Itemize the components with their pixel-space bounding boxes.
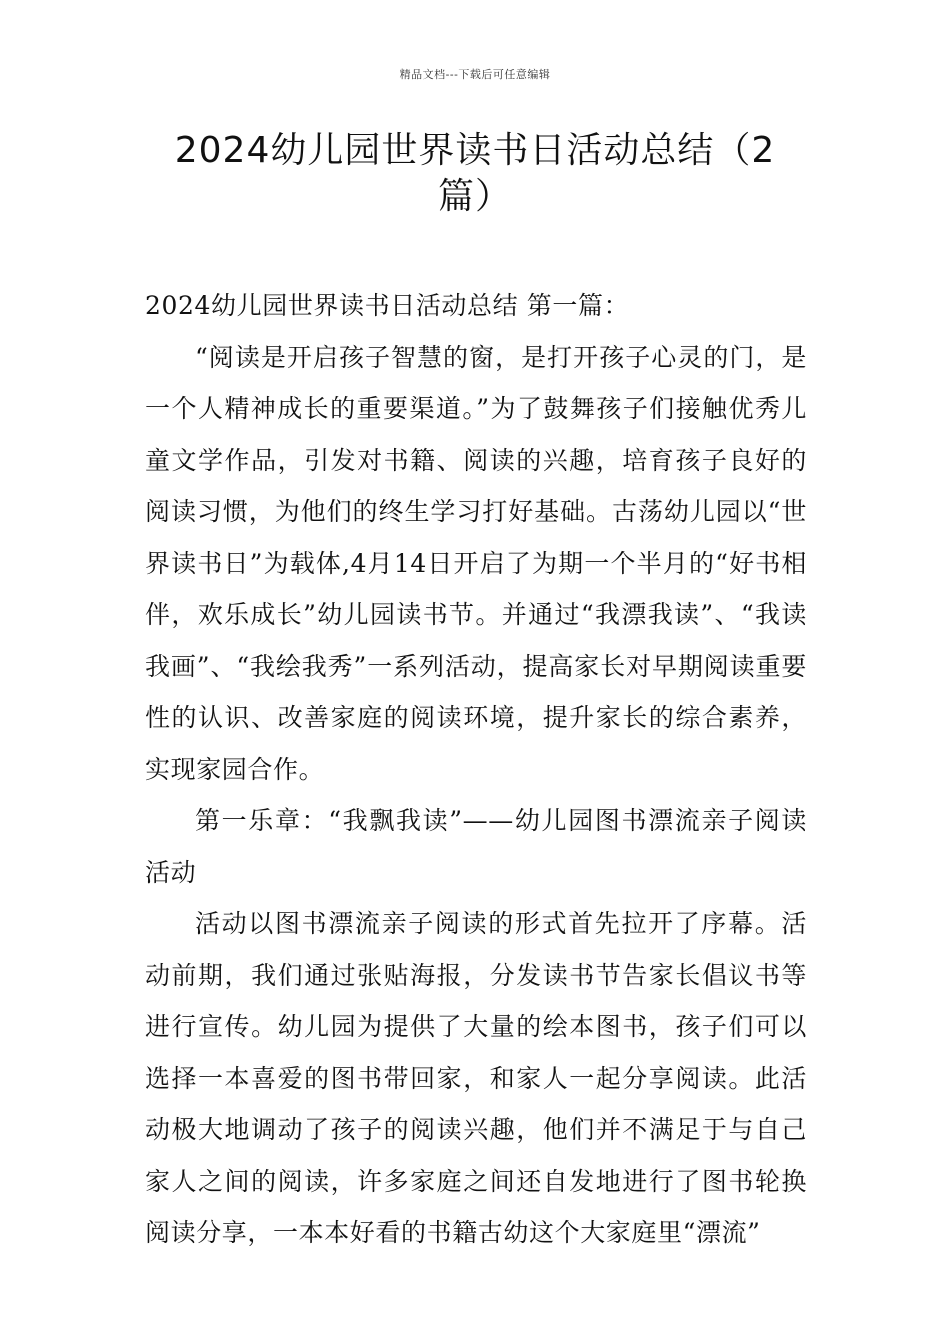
- section-heading: 2024幼儿园世界读书日活动总结 第一篇：: [145, 291, 630, 320]
- paragraph: 活动以图书漂流亲子阅读的形式首先拉开了序幕。活动前期，我们通过张贴海报，分发读书节告家长倡议书等进行宣传。幼儿园为提供了大量的绘本图书，孩子们可以选择一本喜爱的图书带回家，和家人一起分享阅读。此活动极大地调动了孩子的阅读兴趣，他们并不满足于与自己家人之间的阅读，许多家庭之间还自发地进行了图书轮换阅读分享，一本本好看的书籍古幼这个大家庭里“漂流”: [145, 909, 807, 1247]
- chapter-heading: 第一乐章：“我飘我读”——幼儿园图书漂流亲子阅读活动: [145, 806, 807, 887]
- header-note: 精品文档---下载后可任意编辑: [399, 68, 551, 81]
- document-title: 2024幼儿园世界读书日活动总结（2篇）: [174, 130, 776, 217]
- paragraph: “阅读是开启孩子智慧的窗，是打开孩子心灵的门，是一个人精神成长的重要渠道。”为了鼓舞孩子们接触优秀儿童文学作品，引发对书籍、阅读的兴趣，培育孩子良好的阅读习惯，为他们的终生学习打好基础。古荡幼儿园以“世界读书日”为载体,4月14日开启了为期一个半月的“好书相伴，欢乐成长”幼儿园读书节。并通过“我漂我读”、“我读我画”、“我绘我秀”一系列活动，提高家长对早期阅读重要性的认识、改善家庭的阅读环境，提升家长的综合素养，实现家园合作。: [145, 342, 807, 784]
- document-body: [145, 280, 807, 1259]
